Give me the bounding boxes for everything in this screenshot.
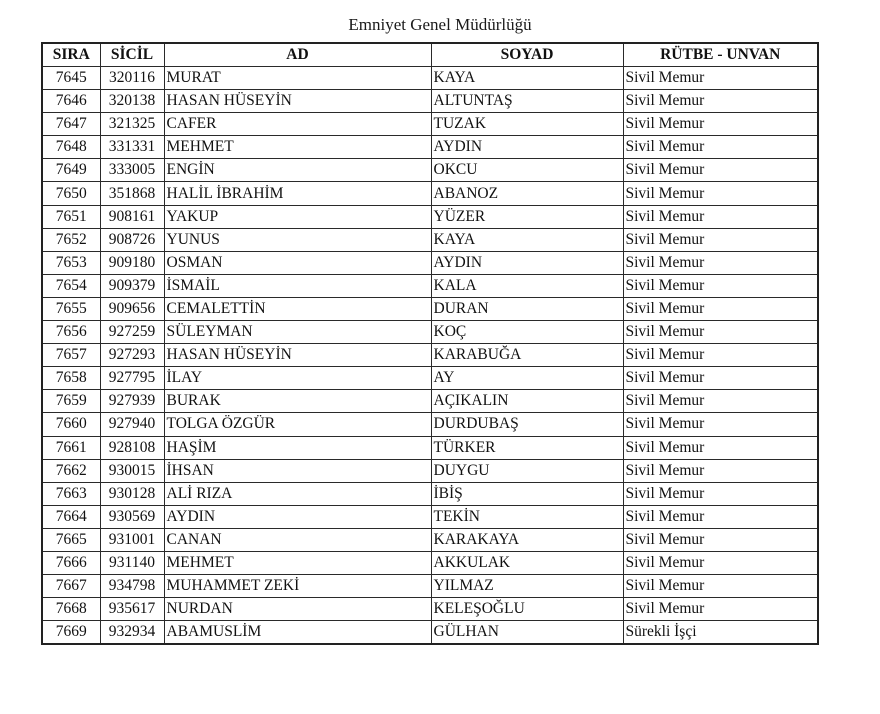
cell-soyad: KELEŞOĞLU (431, 598, 623, 621)
cell-soyad: TEKİN (431, 505, 623, 528)
cell-sira: 7651 (42, 205, 100, 228)
column-header-sicil: SİCİL (100, 43, 164, 67)
cell-ad: ABAMUSLİM (164, 621, 431, 645)
cell-ad: MUHAMMET ZEKİ (164, 575, 431, 598)
cell-rutbe-unvan: Sivil Memur (623, 136, 818, 159)
cell-rutbe-unvan: Sivil Memur (623, 459, 818, 482)
cell-ad: OSMAN (164, 251, 431, 274)
cell-sicil: 932934 (100, 621, 164, 645)
cell-sicil: 930128 (100, 482, 164, 505)
cell-sira: 7656 (42, 321, 100, 344)
table-row (42, 575, 818, 598)
cell-rutbe-unvan: Sivil Memur (623, 251, 818, 274)
cell-sira: 7652 (42, 228, 100, 251)
cell-ad: HASAN HÜSEYİN (164, 344, 431, 367)
cell-soyad: KOÇ (431, 321, 623, 344)
table-row (42, 321, 818, 344)
cell-soyad: AÇIKALIN (431, 390, 623, 413)
cell-ad: NURDAN (164, 598, 431, 621)
cell-soyad: KARABUĞA (431, 344, 623, 367)
table-row (42, 205, 818, 228)
cell-rutbe-unvan: Sivil Memur (623, 367, 818, 390)
cell-soyad: ABANOZ (431, 182, 623, 205)
cell-ad: MURAT (164, 67, 431, 90)
cell-ad: MEHMET (164, 136, 431, 159)
cell-sicil: 909379 (100, 274, 164, 297)
cell-ad: HAŞİM (164, 436, 431, 459)
personnel-table (41, 42, 819, 645)
cell-sicil: 934798 (100, 575, 164, 598)
cell-ad: YUNUS (164, 228, 431, 251)
cell-soyad: KAYA (431, 67, 623, 90)
cell-rutbe-unvan: Sivil Memur (623, 413, 818, 436)
cell-ad: TOLGA ÖZGÜR (164, 413, 431, 436)
cell-sira: 7653 (42, 251, 100, 274)
cell-rutbe-unvan: Sivil Memur (623, 482, 818, 505)
cell-sicil: 928108 (100, 436, 164, 459)
cell-rutbe-unvan: Sivil Memur (623, 390, 818, 413)
table-row (42, 621, 818, 645)
cell-sicil: 351868 (100, 182, 164, 205)
cell-sira: 7668 (42, 598, 100, 621)
cell-sicil: 908161 (100, 205, 164, 228)
cell-sira: 7658 (42, 367, 100, 390)
table-row (42, 505, 818, 528)
cell-sira: 7665 (42, 528, 100, 551)
cell-ad: ALİ RIZA (164, 482, 431, 505)
table-row (42, 436, 818, 459)
cell-soyad: ALTUNTAŞ (431, 90, 623, 113)
cell-rutbe-unvan: Sivil Memur (623, 228, 818, 251)
cell-ad: CANAN (164, 528, 431, 551)
cell-rutbe-unvan: Sivil Memur (623, 90, 818, 113)
cell-rutbe-unvan: Sivil Memur (623, 551, 818, 574)
cell-sicil: 931001 (100, 528, 164, 551)
cell-sicil: 927940 (100, 413, 164, 436)
cell-soyad: İBİŞ (431, 482, 623, 505)
cell-sira: 7662 (42, 459, 100, 482)
cell-sicil: 331331 (100, 136, 164, 159)
table-row (42, 551, 818, 574)
cell-sira: 7649 (42, 159, 100, 182)
cell-soyad: DUYGU (431, 459, 623, 482)
cell-sira: 7659 (42, 390, 100, 413)
cell-sira: 7663 (42, 482, 100, 505)
cell-ad: İHSAN (164, 459, 431, 482)
cell-rutbe-unvan: Sivil Memur (623, 598, 818, 621)
cell-soyad: AKKULAK (431, 551, 623, 574)
cell-sira: 7655 (42, 297, 100, 320)
table-row (42, 228, 818, 251)
cell-rutbe-unvan: Sivil Memur (623, 321, 818, 344)
cell-sira: 7666 (42, 551, 100, 574)
column-header-rutbe-unvan: RÜTBE - UNVAN (623, 43, 818, 67)
cell-sira: 7669 (42, 621, 100, 645)
table-row (42, 274, 818, 297)
cell-ad: HASAN HÜSEYİN (164, 90, 431, 113)
cell-sicil: 320116 (100, 67, 164, 90)
cell-rutbe-unvan: Sivil Memur (623, 344, 818, 367)
cell-soyad: TUZAK (431, 113, 623, 136)
cell-sira: 7645 (42, 67, 100, 90)
cell-soyad: DURAN (431, 297, 623, 320)
table-row (42, 367, 818, 390)
cell-sicil: 908726 (100, 228, 164, 251)
cell-rutbe-unvan: Sivil Memur (623, 297, 818, 320)
cell-soyad: DURDUBAŞ (431, 413, 623, 436)
cell-sicil: 321325 (100, 113, 164, 136)
cell-rutbe-unvan: Sivil Memur (623, 575, 818, 598)
cell-ad: CAFER (164, 113, 431, 136)
cell-rutbe-unvan: Sivil Memur (623, 159, 818, 182)
table-row (42, 297, 818, 320)
cell-sira: 7667 (42, 575, 100, 598)
cell-soyad: TÜRKER (431, 436, 623, 459)
table-row (42, 344, 818, 367)
cell-rutbe-unvan: Sivil Memur (623, 436, 818, 459)
table-row (42, 598, 818, 621)
cell-sicil: 333005 (100, 159, 164, 182)
cell-sicil: 909656 (100, 297, 164, 320)
table-body (42, 67, 818, 645)
cell-ad: BURAK (164, 390, 431, 413)
cell-ad: MEHMET (164, 551, 431, 574)
cell-soyad: AYDIN (431, 136, 623, 159)
table-row (42, 113, 818, 136)
cell-soyad: YÜZER (431, 205, 623, 228)
table-row (42, 182, 818, 205)
cell-sicil: 909180 (100, 251, 164, 274)
table-row (42, 390, 818, 413)
cell-sicil: 935617 (100, 598, 164, 621)
table-row (42, 159, 818, 182)
document-title: Emniyet Genel Müdürlüğü (348, 15, 532, 34)
cell-soyad: AYDIN (431, 251, 623, 274)
cell-sira: 7647 (42, 113, 100, 136)
cell-rutbe-unvan: Sivil Memur (623, 67, 818, 90)
cell-ad: CEMALETTİN (164, 297, 431, 320)
column-header-soyad: SOYAD (431, 43, 623, 67)
cell-soyad: YILMAZ (431, 575, 623, 598)
cell-sicil: 320138 (100, 90, 164, 113)
cell-ad: AYDIN (164, 505, 431, 528)
cell-sira: 7654 (42, 274, 100, 297)
cell-sicil: 931140 (100, 551, 164, 574)
table-row (42, 251, 818, 274)
cell-sira: 7660 (42, 413, 100, 436)
cell-sira: 7657 (42, 344, 100, 367)
column-header-sira: SIRA (42, 43, 100, 67)
cell-rutbe-unvan: Sürekli İşçi (623, 621, 818, 645)
cell-soyad: KALA (431, 274, 623, 297)
cell-soyad: OKCU (431, 159, 623, 182)
column-header-ad: AD (164, 43, 431, 67)
cell-rutbe-unvan: Sivil Memur (623, 113, 818, 136)
cell-sicil: 927795 (100, 367, 164, 390)
cell-ad: İLAY (164, 367, 431, 390)
cell-ad: HALİL İBRAHİM (164, 182, 431, 205)
cell-sira: 7661 (42, 436, 100, 459)
cell-sicil: 927259 (100, 321, 164, 344)
cell-ad: YAKUP (164, 205, 431, 228)
cell-sira: 7646 (42, 90, 100, 113)
cell-ad: ENGİN (164, 159, 431, 182)
cell-sicil: 927293 (100, 344, 164, 367)
cell-sira: 7650 (42, 182, 100, 205)
table-header-row (42, 43, 818, 67)
cell-sicil: 930015 (100, 459, 164, 482)
cell-soyad: AY (431, 367, 623, 390)
cell-soyad: KAYA (431, 228, 623, 251)
table-row (42, 136, 818, 159)
cell-soyad: GÜLHAN (431, 621, 623, 645)
cell-sicil: 930569 (100, 505, 164, 528)
table-row (42, 482, 818, 505)
cell-sira: 7648 (42, 136, 100, 159)
cell-soyad: KARAKAYA (431, 528, 623, 551)
cell-ad: İSMAİL (164, 274, 431, 297)
cell-sira: 7664 (42, 505, 100, 528)
table-row (42, 413, 818, 436)
table-row (42, 528, 818, 551)
cell-rutbe-unvan: Sivil Memur (623, 205, 818, 228)
cell-sicil: 927939 (100, 390, 164, 413)
table-row (42, 459, 818, 482)
table-row (42, 67, 818, 90)
cell-rutbe-unvan: Sivil Memur (623, 528, 818, 551)
cell-rutbe-unvan: Sivil Memur (623, 274, 818, 297)
table-row (42, 90, 818, 113)
cell-ad: SÜLEYMAN (164, 321, 431, 344)
cell-rutbe-unvan: Sivil Memur (623, 182, 818, 205)
cell-rutbe-unvan: Sivil Memur (623, 505, 818, 528)
